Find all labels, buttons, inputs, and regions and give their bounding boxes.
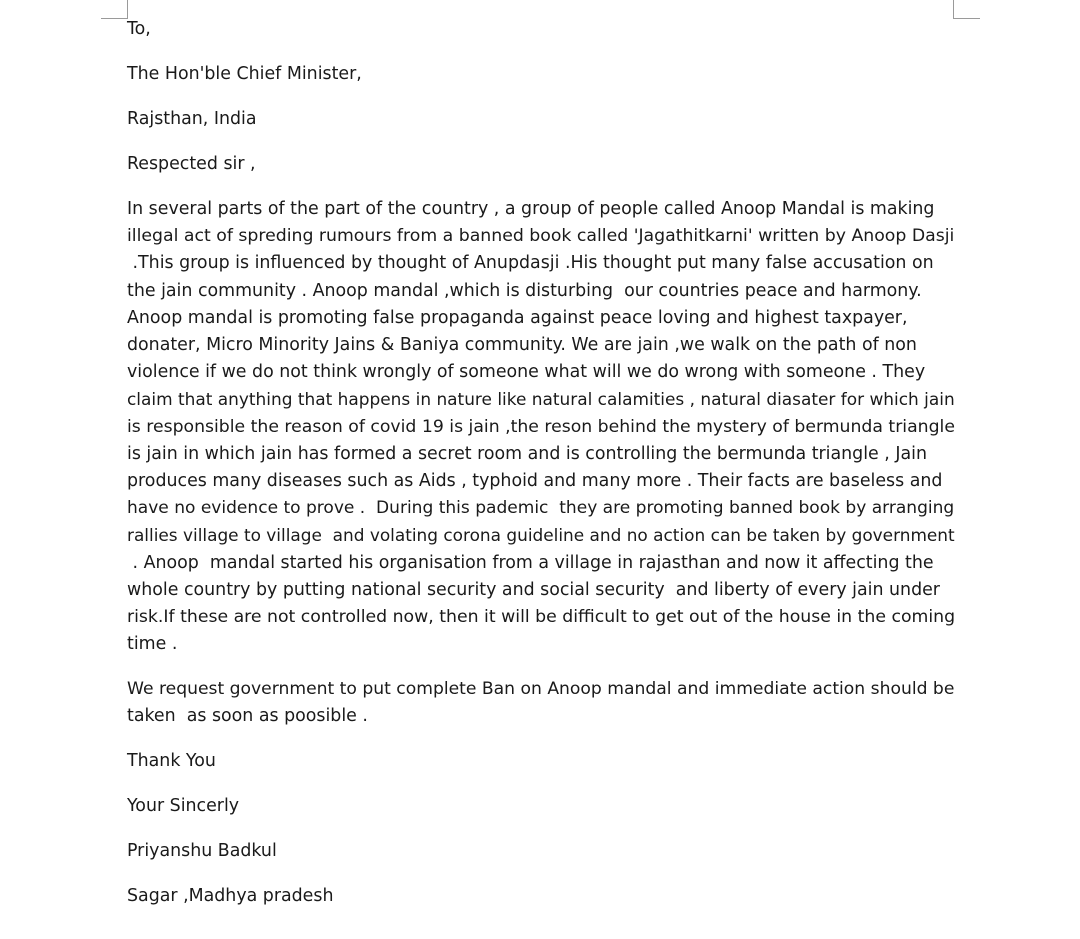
body-line: the jain community . Anoop mandal ,which is disturbing our countries peace and harmony.: [127, 280, 922, 301]
body-line: . Anoop mandal started his organisation from a village in rajasthan and now it affecting the: [127, 552, 934, 573]
letter-body: [127, 16, 955, 928]
body-line: .This group is influenced by thought of Anupdasji .His thought put many false accusation on: [127, 253, 934, 274]
request-paragraph: [127, 676, 955, 730]
body-line: time .: [127, 634, 178, 655]
body-line: whole country by putting national security and social security and liberty of every jain under: [127, 579, 940, 600]
sign-off: Your Sincerly: [127, 796, 240, 817]
body-line: risk.If these are not controlled now, then it will be difficult to get out of the house in the coming: [127, 607, 956, 628]
closing: Thank You: [127, 751, 216, 772]
request-line: taken as soon as poosible .: [127, 706, 368, 727]
page-margin-corner-left: [101, 0, 128, 19]
greeting: Respected sir ,: [127, 154, 256, 174]
body-line: violence if we do not think wrongly of someone what will we do wrong with someone . They: [127, 362, 926, 383]
request-line: We request government to put complete Ban on Anoop mandal and immediate action should be: [127, 679, 955, 700]
body-line: is jain in which jain has formed a secret room and is controlling the bermunda triangle , Jain: [127, 443, 927, 464]
body-line: illegal act of spreding rumours from a banned book called 'Jagathitkarni' written by Anoop Dasji: [127, 226, 955, 247]
recipient-title: The Hon'ble Chief Minister,: [127, 64, 362, 84]
body-line: donater, Micro Minority Jains & Baniya community. We are jain ,we walk on the path of non: [127, 335, 917, 356]
body-line: claim that anything that happens in nature like natural calamities , natural diasater for which jain: [127, 389, 955, 410]
recipient-place: Rajsthan, India: [127, 109, 257, 129]
sender-place: Sagar ,Madhya pradesh: [127, 886, 334, 907]
body-line: produces many diseases such as Aids , typhoid and many more . Their facts are baseless and: [127, 471, 943, 492]
body-line: Anoop mandal is promoting false propaganda against peace loving and highest taxpayer,: [127, 307, 908, 328]
body-line: rallies village to village and volating corona guideline and no action can be taken by government: [127, 525, 955, 546]
body-line: have no evidence to prove . During this pademic they are promoting banned book by arranging: [127, 498, 955, 519]
page-margin-corner-right: [953, 0, 980, 19]
body-paragraph: [127, 196, 955, 658]
sender-name: Priyanshu Badkul: [127, 841, 277, 862]
body-line: In several parts of the part of the country , a group of people called Anoop Mandal is making: [127, 199, 935, 219]
salutation-to: To,: [127, 19, 151, 39]
body-line: is responsible the reason of covid 19 is jain ,the reson behind the mystery of bermunda triangle: [127, 416, 955, 437]
